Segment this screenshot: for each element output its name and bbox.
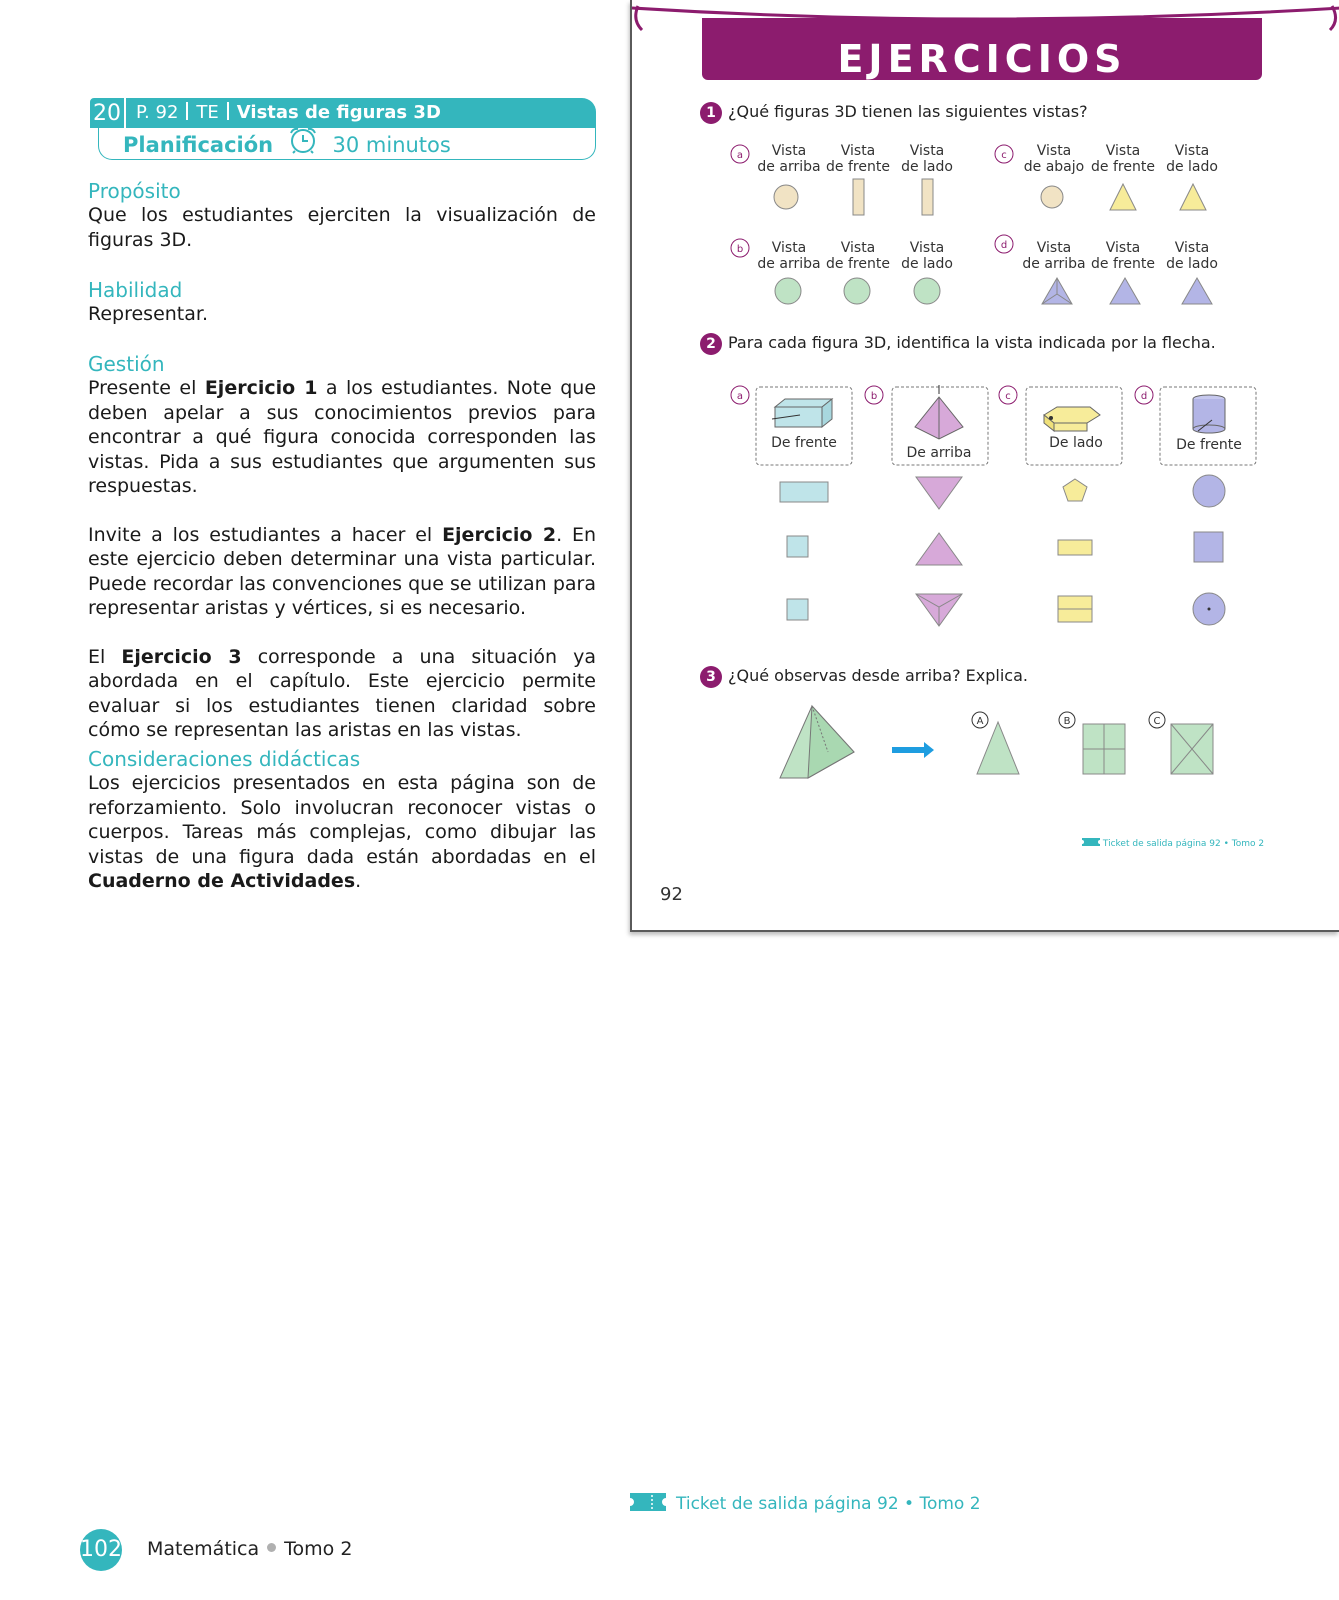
ticket-icon xyxy=(1082,838,1100,846)
svg-text:d: d xyxy=(1000,240,1008,251)
student-ticket-note: Ticket de salida página 92 • Tomo 2 xyxy=(1082,838,1264,849)
svg-text:de arriba: de arriba xyxy=(1022,256,1086,272)
svg-text:De arriba: De arriba xyxy=(906,445,972,461)
svg-text:Vista: Vista xyxy=(840,143,876,159)
svg-text:b: b xyxy=(870,391,878,402)
svg-text:de frente: de frente xyxy=(826,256,890,272)
section-text: Representar. xyxy=(88,303,209,325)
svg-text:a: a xyxy=(736,391,744,402)
question-3 xyxy=(700,666,1028,688)
section-text: Los ejercicios presentados en esta página son de reforzamiento. Solo involucran reconocer vistas o cuerpos. Tareas más complejas, como dibujar las vistas de una figura dada están abordadas en el Cuaderno de Actividades. xyxy=(88,772,596,892)
svg-text:Vista: Vista xyxy=(909,143,945,159)
exercise-2c xyxy=(999,386,1122,622)
bullet-dot-icon xyxy=(267,1543,276,1552)
exercise-2a xyxy=(731,386,852,620)
svg-text:Vista: Vista xyxy=(1105,240,1141,256)
lesson-header-bar xyxy=(124,98,596,128)
svg-text:de arriba: de arriba xyxy=(757,256,821,272)
svg-text:de lado: de lado xyxy=(901,159,953,175)
svg-text:de arriba: de arriba xyxy=(757,159,821,175)
svg-text:A: A xyxy=(976,716,984,727)
square-pyramid-figure xyxy=(780,706,854,778)
exit-ticket-text: Ticket de salida página 92 • Tomo 2 xyxy=(676,1494,981,1514)
exercises-banner: EJERCICIOS xyxy=(702,18,1262,80)
svg-text:de lado: de lado xyxy=(1166,159,1218,175)
svg-text:B: B xyxy=(1063,716,1071,727)
section-title: Propósito xyxy=(88,179,181,203)
svg-text:Vista: Vista xyxy=(1036,240,1072,256)
lesson-title: Vistas de figuras 3D xyxy=(236,102,441,123)
planning-duration: 30 minutos xyxy=(332,133,451,157)
question-1 xyxy=(700,102,1088,124)
section-gestion xyxy=(88,352,596,743)
question-number: 1 xyxy=(700,102,722,124)
page-ref: P. 92 xyxy=(136,102,179,123)
blue-arrow-icon xyxy=(892,742,934,758)
gestion-paragraph-3: El Ejercicio 3 corresponde a una situación ya abordada en el capítulo. Este ejercicio permite evaluar si los estudiantes tienen claridad sobre cómo se representan las aristas en las vistas. xyxy=(88,645,596,741)
svg-text:Vista: Vista xyxy=(771,143,807,159)
section-text: Que los estudiantes ejerciten la visualización de figuras 3D. xyxy=(88,204,596,251)
question-text: ¿Qué observas desde arriba? Explica. xyxy=(728,666,1028,685)
exercise-1d xyxy=(995,235,1218,304)
section-text xyxy=(88,376,596,743)
svg-text:De frente: De frente xyxy=(771,435,837,451)
svg-text:Vista: Vista xyxy=(909,240,945,256)
exit-ticket-note xyxy=(630,1494,981,1514)
planning-row xyxy=(98,128,596,160)
exercise-1c xyxy=(995,143,1218,210)
section-title: Habilidad xyxy=(88,278,183,302)
lesson-header xyxy=(88,96,596,162)
section-habilidad xyxy=(88,278,596,327)
planning-label: Planificación xyxy=(123,133,274,157)
section-proposito xyxy=(88,179,596,252)
exercise-2-views xyxy=(632,385,1339,645)
svg-text:de frente: de frente xyxy=(826,159,890,175)
exercise-3-views xyxy=(632,700,1339,790)
exercise-2d xyxy=(1135,386,1256,625)
gestion-paragraph-1: Presente el Ejercicio 1 a los estudiantes. Note que deben apelar a sus conocimientos previos para encontrar a qué figura conocida corresponden las vistas. Pida a sus estudiantes que argumenten sus respuestas. xyxy=(88,377,597,497)
section-consideraciones xyxy=(88,747,596,894)
alarm-clock-icon xyxy=(288,126,318,162)
svg-text:Vista: Vista xyxy=(1036,143,1072,159)
exercise-1b xyxy=(731,239,953,304)
svg-text:de frente: de frente xyxy=(1091,159,1155,175)
svg-text:Vista: Vista xyxy=(1174,240,1210,256)
svg-text:De lado: De lado xyxy=(1049,435,1103,451)
student-page-thumbnail xyxy=(630,0,1339,932)
svg-text:b: b xyxy=(736,244,744,255)
svg-text:de lado: de lado xyxy=(1166,256,1218,272)
ticket-icon xyxy=(630,1493,666,1511)
footer-volume: Tomo 2 xyxy=(284,1538,353,1560)
svg-text:c: c xyxy=(1001,150,1007,161)
svg-text:Vista: Vista xyxy=(1174,143,1210,159)
exercise-1a xyxy=(731,143,953,215)
footer-subject-name: Matemática xyxy=(147,1538,260,1560)
question-number: 3 xyxy=(700,666,722,688)
svg-text:Vista: Vista xyxy=(840,240,876,256)
svg-text:a: a xyxy=(736,150,744,161)
exercise-2b xyxy=(865,385,988,626)
guide-page-number: 102 xyxy=(80,1529,122,1571)
gestion-paragraph-2: Invite a los estudiantes a hacer el Ejercicio 2. En este ejercicio deben determinar una vista particular. Puede recordar las convenciones que se utilizan para representar aristas y vértices, si es necesario. xyxy=(88,523,596,619)
option-a xyxy=(972,712,1019,774)
svg-text:de frente: de frente xyxy=(1091,256,1155,272)
svg-text:c: c xyxy=(1005,391,1011,402)
lesson-number: 20 xyxy=(88,96,126,130)
section-title: Gestión xyxy=(88,352,165,376)
exercise-1-views xyxy=(632,140,1339,320)
svg-text:d: d xyxy=(1140,391,1148,402)
footer-subject xyxy=(147,1538,352,1560)
question-text: ¿Qué figuras 3D tienen las siguientes vistas? xyxy=(728,102,1088,121)
student-page-number: 92 xyxy=(660,884,683,905)
section-title: Consideraciones didácticas xyxy=(88,747,361,771)
svg-text:de lado: de lado xyxy=(901,256,953,272)
question-2 xyxy=(700,333,1216,355)
question-text: Para cada figura 3D, identifica la vista indicada por la flecha. xyxy=(728,333,1216,352)
svg-text:Vista: Vista xyxy=(1105,143,1141,159)
option-c xyxy=(1149,712,1213,774)
svg-text:de abajo: de abajo xyxy=(1023,159,1085,175)
resource-type: TE xyxy=(196,102,219,123)
question-number: 2 xyxy=(700,333,722,355)
svg-text:C: C xyxy=(1153,716,1161,727)
svg-text:De frente: De frente xyxy=(1176,437,1242,453)
option-b xyxy=(1059,712,1125,774)
svg-text:Vista: Vista xyxy=(771,240,807,256)
